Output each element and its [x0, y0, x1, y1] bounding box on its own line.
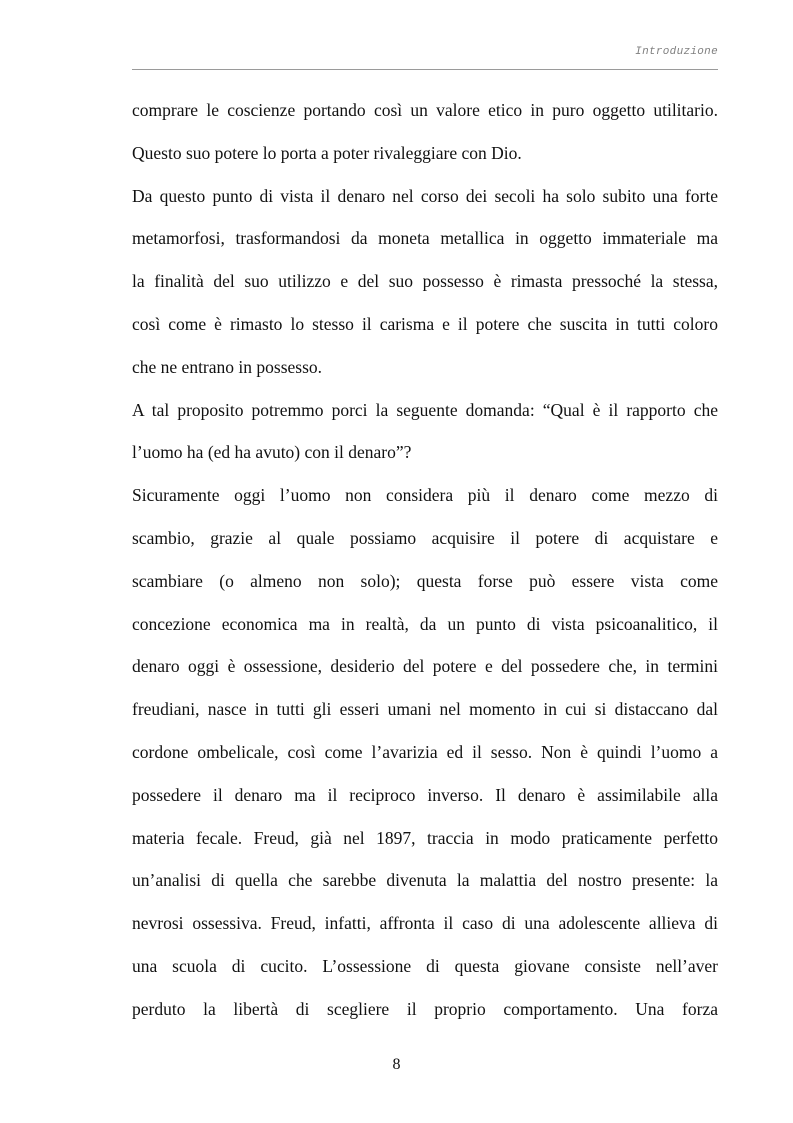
text-line: l’uomo ha (ed ha avuto) con il denaro”? — [132, 442, 412, 463]
text-line: scambio, grazie al quale possiamo acquisire il potere di acquistare e — [132, 527, 718, 548]
text-line: comprare le coscienze portando così un valore etico in puro oggetto utilitario. — [132, 100, 718, 120]
text-line: Da questo punto di vista il denaro nel corso dei secoli ha solo subito una forte — [132, 185, 718, 206]
text-line: una scuola di cucito. L’ossessione di questa giovane consiste nell’aver — [132, 955, 718, 976]
text-line: Questo suo potere lo porta a poter rivaleggiare con Dio. — [132, 142, 522, 163]
text-line: un’analisi di quella che sarebbe divenuta la malattia del nostro presente: la — [132, 870, 718, 891]
text-line: scambiare (o almeno non solo); questa forse può essere vista come — [132, 570, 718, 591]
page-number: 8 — [392, 1056, 401, 1073]
text-line: possedere il denaro ma il reciproco inverso. Il denaro è assimilabile alla — [132, 784, 718, 805]
text-line: concezione economica ma in realtà, da un punto di vista psicoanalitico, il — [132, 613, 718, 634]
text-line: materia fecale. Freud, già nel 1897, traccia in modo praticamente perfetto — [132, 827, 718, 848]
text-line: cordone ombelicale, così come l’avarizia ed il sesso. Non è quindi l’uomo a — [132, 741, 718, 762]
text-line: Sicuramente oggi l’uomo non considera più il denaro come mezzo di — [132, 485, 718, 506]
running-header-title: Introduzione — [635, 46, 718, 58]
text-line: denaro oggi è ossessione, desiderio del potere e del possedere che, in termini — [132, 656, 718, 677]
text-line: A tal proposito potremmo porci la seguente domanda: “Qual è il rapporto che — [132, 399, 718, 420]
text-line: nevrosi ossessiva. Freud, infatti, affronta il caso di una adolescente allieva di — [132, 913, 718, 934]
header-rule — [132, 69, 718, 70]
text-line: perduto la libertà di scegliere il proprio comportamento. Una forza — [132, 998, 718, 1019]
text-line: metamorfosi, trasformandosi da moneta metallica in oggetto immateriale ma — [132, 228, 718, 249]
body-text — [132, 89, 718, 1031]
text-line: che ne entrano in possesso. — [132, 356, 323, 377]
text-line: così come è rimasto lo stesso il carisma e il potere che suscita in tutti coloro — [132, 313, 718, 334]
text-line: freudiani, nasce in tutti gli esseri umani nel momento in cui si distaccano dal — [132, 699, 718, 720]
text-line: la finalità del suo utilizzo e del suo possesso è rimasta pressoché la stessa, — [132, 271, 718, 292]
